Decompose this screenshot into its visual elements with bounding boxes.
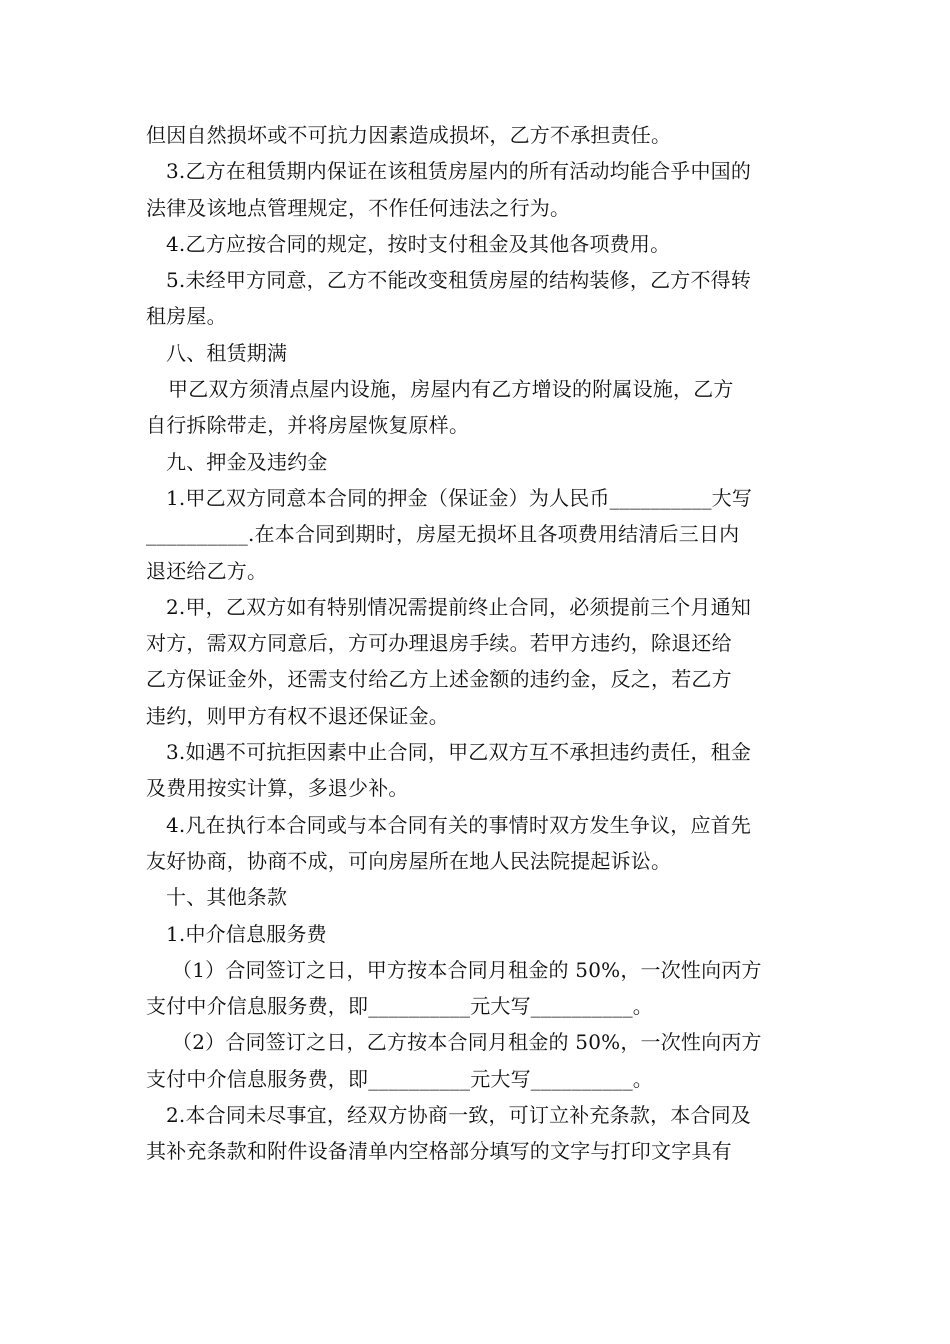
text-line: 1.甲乙双方同意本合同的押金（保证金）为人民币__________大写 bbox=[166, 485, 753, 510]
text-line: 自行拆除带走，并将房屋恢复原样。 bbox=[146, 413, 470, 438]
text-line: 租房屋。 bbox=[146, 304, 227, 329]
text-line: 其补充条款和附件设备清单内空格部分填写的文字与打印文字具有 bbox=[146, 1139, 732, 1164]
text-line: （2）合同签订之日，乙方按本合同月租金的 50%，一次性向丙方 bbox=[172, 1030, 762, 1055]
text-line: 对方，需双方同意后，方可办理退房手续。若甲方违约，除退还给 bbox=[146, 631, 732, 656]
text-line: 但因自然损坏或不可抗力因素造成损坏，乙方不承担责任。 bbox=[146, 123, 672, 147]
text-line: 1.中介信息服务费 bbox=[166, 921, 327, 946]
section-heading: 十、其他条款 bbox=[166, 885, 288, 910]
text-line: __________.在本合同到期时，房屋无损坏且各项费用结清后三日内 bbox=[146, 522, 740, 547]
text-line: 3.如遇不可抗拒因素中止合同，甲乙双方互不承担违约责任，租金 bbox=[166, 740, 752, 765]
text-line: 支付中介信息服务费，即__________元大写__________。 bbox=[146, 994, 653, 1019]
text-line: 法律及该地点管理规定，不作任何违法之行为。 bbox=[146, 195, 571, 220]
text-line: 乙方保证金外，还需支付给乙方上述金额的违约金，反之，若乙方 bbox=[146, 667, 732, 692]
text-line: 违约，则甲方有权不退还保证金。 bbox=[146, 703, 449, 728]
text-line: 2.本合同未尽事宜，经双方协商一致，可订立补充条款，本合同及 bbox=[166, 1103, 752, 1128]
text-line: 支付中介信息服务费，即__________元大写__________。 bbox=[146, 1066, 653, 1091]
text-line: （1）合同签订之日，甲方按本合同月租金的 50%，一次性向丙方 bbox=[172, 957, 762, 982]
text-line: 4.凡在执行本合同或与本合同有关的事情时双方发生争议，应首先 bbox=[166, 812, 752, 837]
text-line: 3.乙方在租赁期内保证在该租赁房屋内的所有活动均能合乎中国的 bbox=[166, 159, 752, 184]
text-line: 4.乙方应按合同的规定，按时支付租金及其他各项费用。 bbox=[166, 231, 671, 256]
text-line: 甲乙双方须清点屋内设施，房屋内有乙方增设的附属设施，乙方 bbox=[168, 377, 734, 402]
text-line: 及费用按实计算，多退少补。 bbox=[146, 776, 409, 801]
text-line: 2.甲，乙双方如有特别情况需提前终止合同，必须提前三个月通知 bbox=[166, 594, 752, 619]
text-line: 友好协商，协商不成，可向房屋所在地人民法院提起诉讼。 bbox=[146, 848, 672, 873]
section-heading: 九、押金及违约金 bbox=[166, 449, 328, 474]
section-heading: 八、租赁期满 bbox=[166, 340, 288, 365]
text-line: 5.未经甲方同意，乙方不能改变租赁房屋的结构装修，乙方不得转 bbox=[166, 268, 752, 293]
text-line: 退还给乙方。 bbox=[146, 558, 268, 583]
document-body bbox=[146, 117, 812, 1170]
